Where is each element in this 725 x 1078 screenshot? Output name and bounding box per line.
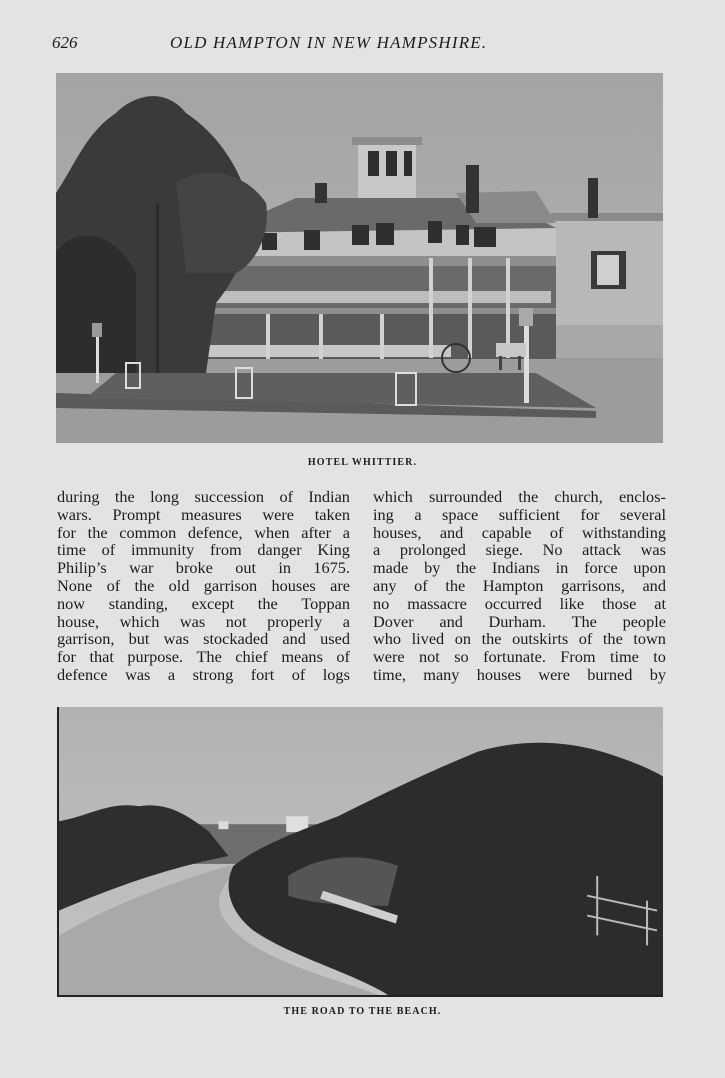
word: was	[163, 629, 189, 649]
word: which	[373, 487, 413, 506]
word: of	[578, 629, 593, 649]
word: enclos-	[618, 487, 666, 506]
word: immunity	[130, 540, 195, 560]
word: were	[262, 504, 295, 524]
word: so	[454, 647, 469, 667]
word: ing	[373, 504, 394, 524]
word: the	[518, 487, 539, 506]
word: from	[209, 540, 242, 560]
text-line	[57, 613, 350, 631]
text-line	[57, 648, 350, 666]
word: war	[129, 558, 154, 578]
word: several	[619, 504, 666, 524]
word: time,	[373, 664, 407, 684]
word: taken	[314, 504, 350, 524]
word: a	[342, 611, 350, 631]
photo-hotel-whittier	[56, 73, 663, 443]
word: and	[439, 522, 464, 542]
word: the	[257, 593, 278, 613]
word: prolonged	[399, 540, 466, 560]
text-line	[373, 666, 666, 684]
word: during	[57, 487, 100, 506]
word: siege.	[485, 540, 523, 560]
word: except	[191, 593, 235, 613]
word: stockaded	[203, 629, 269, 649]
word: church,	[554, 487, 603, 506]
word: succession	[194, 487, 265, 506]
word: were	[373, 647, 405, 667]
word: occurred	[484, 593, 542, 613]
word: for	[57, 647, 76, 667]
word: the	[481, 629, 502, 649]
word: surrounded	[428, 487, 503, 506]
word: defence,	[187, 522, 243, 542]
word: who	[373, 629, 402, 649]
word: standing,	[108, 593, 168, 613]
word: houses,	[373, 522, 422, 542]
word: out	[235, 558, 256, 578]
text-line	[57, 488, 350, 506]
word: The	[196, 647, 222, 667]
text-line	[373, 630, 666, 648]
text-line	[373, 488, 666, 506]
word: of	[106, 575, 121, 595]
word: when	[254, 522, 290, 542]
word: broke	[175, 558, 213, 578]
word: garrisons,	[561, 575, 625, 595]
word: a	[342, 522, 350, 542]
word: danger	[257, 540, 302, 560]
word: garrison	[203, 575, 258, 595]
word: that	[89, 647, 114, 667]
word: time	[609, 647, 639, 667]
word: Prompt	[112, 504, 161, 524]
word: space	[442, 504, 479, 524]
word: fort	[250, 664, 275, 684]
word: the	[114, 487, 135, 506]
photo-road-to-beach	[57, 707, 663, 997]
word: houses	[271, 575, 316, 595]
word: of	[549, 522, 564, 542]
word: means	[281, 647, 323, 667]
word: massacre	[407, 593, 467, 613]
word: people	[622, 611, 666, 631]
running-head	[0, 33, 725, 57]
word: by	[649, 664, 666, 684]
word: many	[423, 664, 460, 684]
word: for	[580, 504, 600, 524]
word: old	[168, 575, 190, 595]
word: a	[414, 504, 422, 524]
word: upon	[633, 558, 666, 578]
word: the	[456, 558, 477, 578]
word: of	[336, 647, 350, 667]
word: by	[424, 558, 441, 578]
word: 1675.	[313, 558, 350, 578]
text-line	[57, 506, 350, 524]
word: any	[373, 575, 397, 595]
word: on	[454, 629, 472, 649]
word: like	[559, 593, 585, 613]
text-line	[373, 541, 666, 559]
word: which	[119, 611, 160, 631]
word: chief	[235, 647, 268, 667]
word: now	[57, 593, 86, 613]
word: outskirts	[512, 629, 569, 649]
word: withstanding	[581, 522, 666, 542]
figure-caption-hotel: HOTEL WHITTIER.	[307, 457, 418, 468]
word: were	[538, 664, 570, 684]
hotel-photo-illustration	[56, 73, 663, 443]
word: force	[584, 558, 618, 578]
word: Dover	[373, 611, 414, 631]
word: in	[278, 558, 291, 578]
figure-caption-road: THE ROAD TO THE BEACH.	[283, 1006, 442, 1017]
word: used	[320, 629, 350, 649]
word: of	[101, 540, 116, 560]
word: houses	[476, 664, 522, 684]
word: garrison,	[57, 629, 115, 649]
word: Hampton	[482, 575, 544, 595]
word: the	[134, 575, 155, 595]
word: are	[330, 575, 350, 595]
word: was	[179, 611, 206, 631]
word: was	[640, 540, 666, 560]
text-line	[57, 541, 350, 559]
text-line	[57, 595, 350, 613]
text-column-right	[373, 488, 666, 684]
word: and	[282, 629, 306, 649]
word: logs	[322, 664, 350, 684]
word: capable	[481, 522, 532, 542]
text-column-left	[57, 488, 350, 684]
word: purpose.	[127, 647, 183, 667]
text-line	[373, 559, 666, 577]
word: strong	[192, 664, 234, 684]
text-line	[57, 524, 350, 542]
word: the	[87, 522, 108, 542]
text-line	[373, 524, 666, 542]
word: Toppan	[301, 593, 350, 613]
word: sufficient	[498, 504, 560, 524]
word: made	[373, 558, 409, 578]
text-line	[57, 559, 350, 577]
text-line	[57, 577, 350, 595]
word: not	[419, 647, 440, 667]
word: after	[301, 522, 332, 542]
word: From	[560, 647, 596, 667]
word: Philip’s	[57, 558, 107, 578]
word: those	[601, 593, 637, 613]
word: of	[291, 664, 306, 684]
word: wars.	[57, 504, 92, 524]
text-line	[373, 577, 666, 595]
word: house,	[57, 611, 100, 631]
word: of	[414, 575, 428, 595]
word: a	[373, 540, 381, 560]
word: to	[653, 647, 666, 667]
word: at	[654, 593, 666, 613]
word: town	[633, 629, 666, 649]
page-number: 626	[52, 33, 78, 52]
word: fortunate.	[483, 647, 546, 667]
word: defence	[57, 664, 108, 684]
word: a	[167, 664, 176, 684]
word: long	[150, 487, 180, 506]
word: King	[317, 540, 350, 560]
text-line	[57, 630, 350, 648]
word: None	[57, 575, 93, 595]
word: for	[57, 522, 76, 542]
word: Indians	[491, 558, 540, 578]
word: time	[57, 540, 86, 560]
word: measures	[181, 504, 242, 524]
word: of	[279, 487, 293, 506]
text-line	[373, 506, 666, 524]
text-line	[57, 666, 350, 684]
running-title: OLD HAMPTON IN NEW HAMPSHIRE.	[170, 33, 488, 52]
word: was	[125, 664, 151, 684]
word: in	[555, 558, 569, 578]
word: common	[119, 522, 177, 542]
word: The	[571, 611, 597, 631]
word: No	[542, 540, 563, 560]
text-line	[373, 648, 666, 666]
word: properly	[267, 611, 323, 631]
word: Durham.	[488, 611, 546, 631]
word: the	[445, 575, 466, 595]
word: and	[642, 575, 666, 595]
word: not	[225, 611, 247, 631]
text-line	[373, 613, 666, 631]
word: Indian	[308, 487, 350, 506]
word: no	[373, 593, 390, 613]
word: lived	[411, 629, 445, 649]
text-line	[373, 595, 666, 613]
word: burned	[587, 664, 633, 684]
word: but	[128, 629, 150, 649]
word: attack	[582, 540, 621, 560]
road-photo-illustration	[59, 707, 663, 995]
word: the	[602, 629, 623, 649]
word: and	[439, 611, 463, 631]
